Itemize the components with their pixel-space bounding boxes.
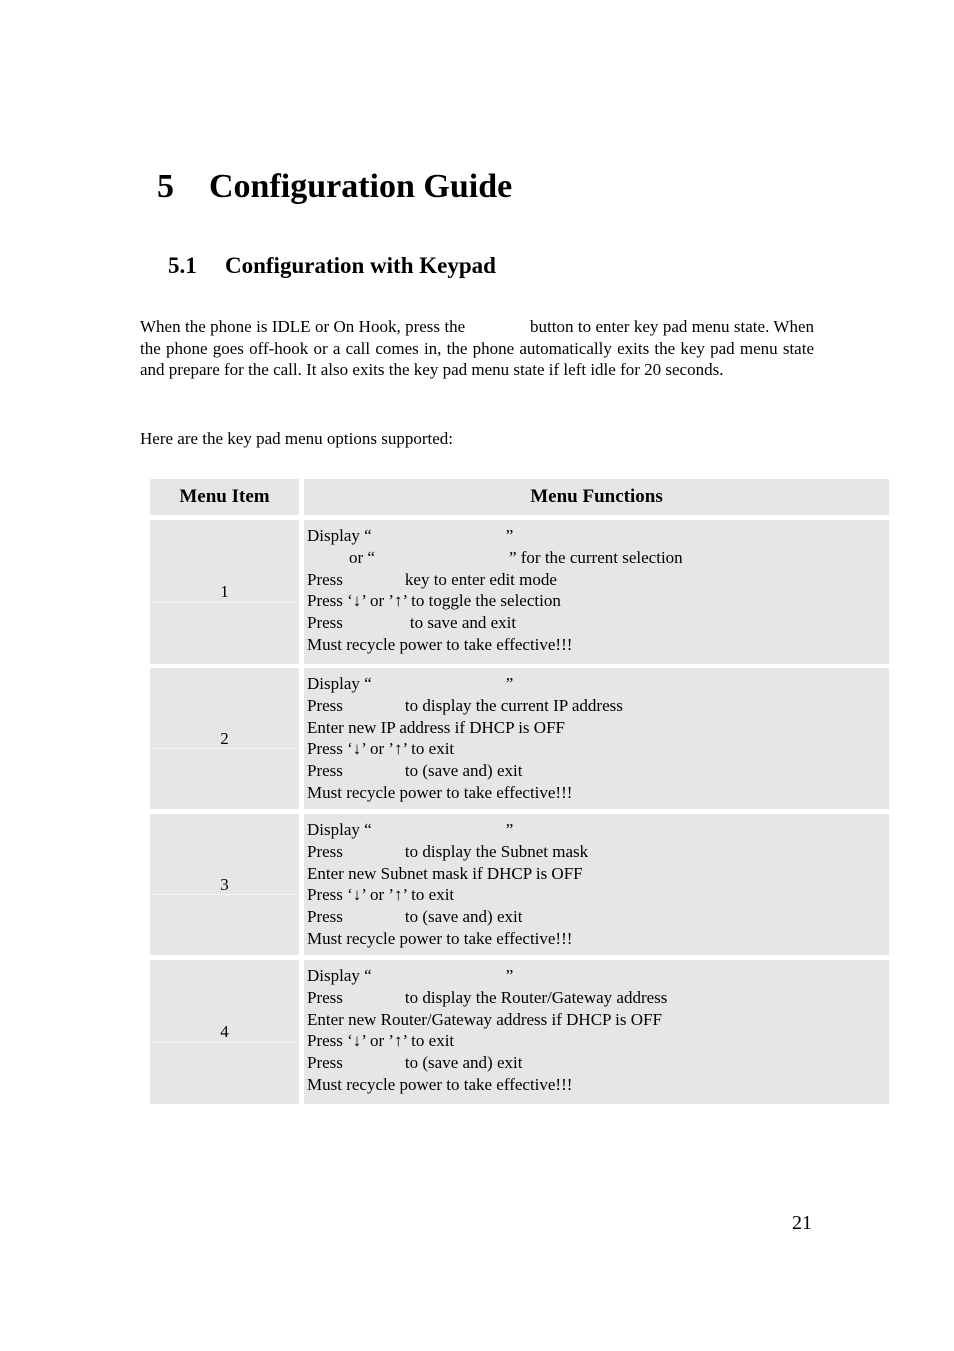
function-line: Press ‘↓’ or ’↑’ to exit [307,1031,455,1051]
intro-text-before: When the phone is IDLE or On Hook, press the [140,317,466,336]
menu-item-number: 4 [150,960,299,1104]
function-line: Press key to enter edit mode [307,569,557,589]
menu-functions-cell [304,668,889,809]
function-line: Press to (save and) exit [307,761,523,781]
function-line: Display “ ” [307,966,514,985]
function-line: Press ‘↓’ or ’↑’ to exit [307,885,455,905]
section-title: Configuration with Keypad [225,253,496,278]
table-row [150,668,889,809]
intro-paragraph [140,316,814,381]
chapter-number: 5 [157,168,174,205]
menu-functions-cell [304,814,889,955]
function-line: Press to display the Subnet mask [307,841,589,861]
menu-item-number: 3 [150,814,299,955]
function-line: Press to save and exit [307,613,517,633]
menu-functions-cell [304,520,889,664]
table-row [150,960,889,1104]
menu-functions-cell [304,960,889,1104]
chapter-title: Configuration Guide [209,168,513,205]
function-line: Press to (save and) exit [307,907,523,927]
menu-options-lead: Here are the key pad menu options supported: [140,429,453,448]
function-line: Must recycle power to take effective!!! [307,782,573,802]
function-line: Press ‘↓’ or ’↑’ to toggle the selection [307,591,561,611]
function-line: Enter new IP address if DHCP is OFF [307,717,565,737]
function-line: Must recycle power to take effective!!! [307,928,573,948]
function-line: Must recycle power to take effective!!! [307,1074,573,1094]
function-line: Press to display the Router/Gateway address [307,987,668,1007]
table-row [150,520,889,664]
header-menu-item: Menu Item [150,479,299,515]
function-line: Must recycle power to take effective!!! [307,634,573,654]
function-line: Press to (save and) exit [307,1053,523,1073]
function-line: Display “ ” [307,674,514,693]
function-line: Display “ ” [307,526,514,545]
chapter-heading [157,168,512,206]
function-line: or “ ” for the current selection [349,547,683,567]
function-line: Press ‘↓’ or ’↑’ to exit [307,739,455,759]
menu-item-number: 1 [150,520,299,664]
header-menu-functions: Menu Functions [304,479,889,515]
page-number: 21 [792,1212,812,1234]
intro-text-after: button to enter key pad menu state. When the phone goes off-hook or a call comes in, the phone automatically exits the key pad menu state and prepare for the call. It also exits the key pad menu state if left idle for 20 seconds. [140,317,815,379]
menu-item-number: 2 [150,668,299,809]
table-row [150,814,889,955]
section-number: 5.1 [168,253,197,278]
function-line: Enter new Subnet mask if DHCP is OFF [307,863,583,883]
function-line: Display “ ” [307,820,514,839]
function-line: Press to display the current IP address [307,695,623,715]
section-heading [168,253,496,279]
function-line: Enter new Router/Gateway address if DHCP is OFF [307,1009,662,1029]
